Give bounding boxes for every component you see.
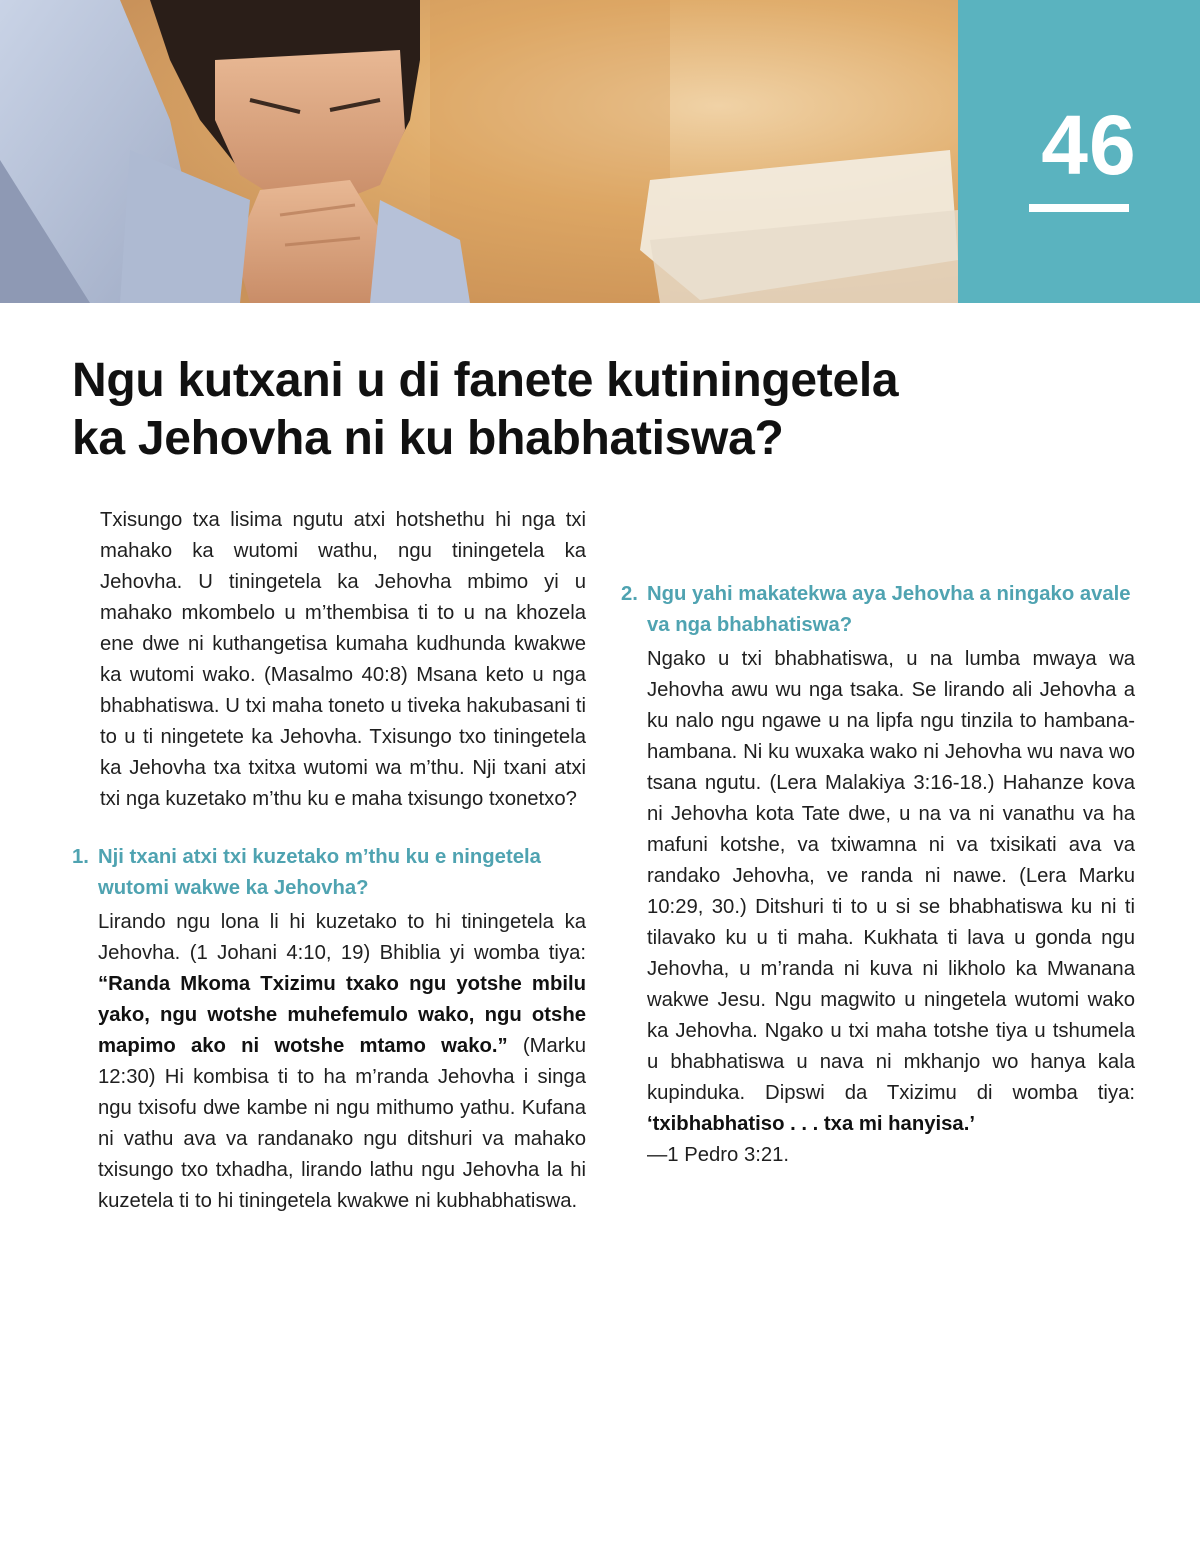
title-line-2: ka Jehovha ni ku bhabhatiswa?	[72, 412, 784, 465]
question-1-heading	[72, 842, 586, 904]
answer-1-paragraph	[72, 907, 586, 1217]
header-photo	[0, 0, 958, 303]
answer-2-quote: ‘txibhabhatiso . . . txa mi hanyisa.’	[647, 1113, 975, 1135]
lesson-number-box	[958, 0, 1200, 303]
answer-1-quote: “Randa Mkoma Txizimu txako ngu yotshe mbilu yako, ngu wotshe muhefemulo wako, ngu otshe mapimo ako ni wotshe mtamo wako.”	[98, 973, 586, 1057]
question-1-number: 1.	[72, 846, 89, 868]
right-column-section-2	[621, 552, 1135, 1171]
man-praying-photo-icon	[0, 0, 958, 303]
answer-2-text-before: Ngako u txi bhabhatiswa, u na lumba mwaya wa Jehovha awu wu nga tsaka. Se lirando ali Jehovha a ku nalo ngu ngawe u na lipfa ngu tinzila to hambana-hambana. Ni ku wuxaka wako ni Jehovha wu nava wo tsana ngutu. (Lera Malakiya 3:16-18.) Hahanze kova ni Jehovha kota Tate dwe, u na va ni vanathu va ha mafuni kotshe, va txiwamna ni va txisikati ava va randako Jehovha, ve randa ni nawe. (Lera Marku 10:29, 30.) Ditshuri ti to u si se bhabhatiswa ku ni ti tilavako ku u ti maha. Kukhata ti lava u gonda ngu Jehovha, u m’randa ni kuva ni likholo ka Mwanana wakwe Jesu. Ngu magwito u ningetela wutomi wako ka Jehovha. Ngako u txi maha totshe tiya u tshumela u bhabhatiswa u nava ni mkhanjo wo hanya kala kupinduka. Dipswi da Txizimu di womba tiya:	[647, 648, 1135, 1104]
question-1-text: Nji txani atxi txi kuzetako m’thu ku e ningetela wutomi wakwe ka Jehovha?	[98, 846, 541, 899]
lesson-number-underline	[1029, 204, 1129, 212]
intro-paragraph: Txisungo txa lisima ngutu atxi hotshethu hi nga txi mahako ka wutomi wathu, ngu tiningetela ka Jehovha. U tiningetela ka Jehovha mbimo yi u mahako mkombelo u m’thembisa ti to u na khozela ene dwe ni kuthangetisa kumaha kudhunda kwakwe ka wutomi wako. (Masalmo 40:8) Msana keto u nga bhabhatiswa. U txi maha toneto u tiveka hakubasani ti to u ti ningetete ka Jehovha. Txisungo txo tiningetela ka Jehovha txa txitxa wutomi wa m’thu. Nji txani atxi txi nga kuzetako m’thu ku e maha txisungo txonetxo?	[100, 509, 586, 810]
question-2-text: Ngu yahi makatekwa aya Jehovha a ningako avale va nga bhabhatiswa?	[647, 583, 1131, 636]
answer-1-text-before: Lirando ngu lona li hi kuzetako to hi tiningetela ka Jehovha. (1 Johani 4:10, 19) Bhiblia yi womba tiya:	[98, 911, 586, 964]
title-line-1: Ngu kutxani u di fanete kutiningetela	[72, 354, 899, 407]
question-2-heading	[621, 579, 1135, 641]
answer-1-text-after: (Marku 12:30) Hi kombisa ti to ha m’randa Jehovha i singa ngu txisofu dwe kambe ni ngu mithumo yathu. Kufana ni vathu ava va randanako ngu ditshuri va mahako txisungo txo txhadha, lirando lathu ngu Jehovha la hi kuzetela ti to hi tiningetela kwakwe ni kubhabhatiswa.	[98, 1035, 586, 1212]
answer-2-paragraph	[621, 644, 1135, 1171]
page-title	[72, 352, 1072, 468]
question-2-number: 2.	[621, 583, 638, 605]
left-column	[72, 505, 586, 1217]
lesson-number: 46	[1041, 98, 1137, 192]
answer-2-citation: —1 Pedro 3:21.	[647, 1144, 790, 1166]
